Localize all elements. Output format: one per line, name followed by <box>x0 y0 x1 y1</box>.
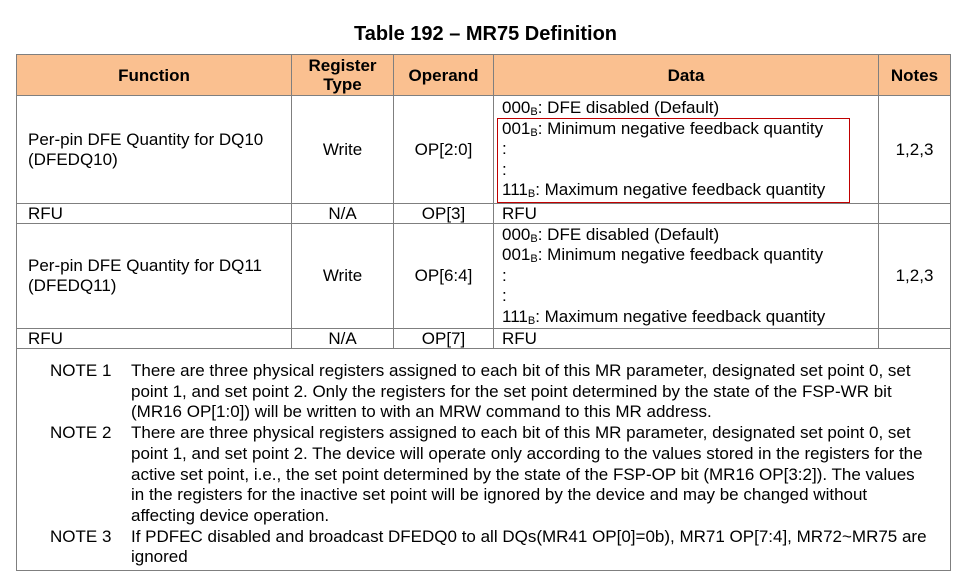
operand-cell: OP[7] <box>394 329 494 349</box>
note-3 <box>17 527 950 568</box>
notes-cell: 1,2,3 <box>879 224 951 329</box>
register-type-cell: Write <box>292 96 394 204</box>
highlight-box <box>497 118 850 203</box>
note-label: NOTE 2 <box>50 423 112 443</box>
notes-cell <box>879 329 951 349</box>
data-cell <box>494 224 879 329</box>
table-row <box>17 224 951 329</box>
data-line: $000_B$: DFE disabled (Default) <box>502 98 720 119</box>
data-cell: RFU <box>494 329 879 349</box>
table-title: Table 192 – MR75 Definition <box>353 23 618 45</box>
note-label: NOTE 3 <box>50 526 112 546</box>
function-cell: RFU <box>17 204 292 224</box>
table-notes <box>17 349 951 571</box>
header-function: Function <box>17 55 292 96</box>
note-label: NOTE 1 <box>50 361 112 380</box>
header-row <box>17 55 951 96</box>
data-cell: RFU <box>494 204 879 224</box>
notes-row <box>17 349 951 571</box>
operand-cell: OP[2:0] <box>394 96 494 204</box>
data-line: $111_B$: Maximum negative feedback quantity <box>502 180 826 201</box>
table-row <box>17 329 951 349</box>
notes-cell <box>879 204 951 224</box>
function-cell: RFU <box>17 329 292 349</box>
register-type-cell: N/A <box>292 204 394 224</box>
data-line: : <box>502 286 507 306</box>
register-type-cell: Write <box>292 224 394 329</box>
operand-cell: OP[3] <box>394 204 494 224</box>
data-line: : <box>502 139 507 159</box>
notes-cell: 1,2,3 <box>879 96 951 204</box>
header-register-type: Register Type <box>292 55 394 96</box>
header-data: Data <box>494 55 879 96</box>
note-2 <box>17 423 950 527</box>
data-line: $001_B$: Minimum negative feedback quantity <box>502 245 824 266</box>
note-text: If PDFEC disabled and broadcast DFEDQ0 to all DQs(MR41 OP[0]=0b), MR71 OP[7:4], MR72~MR75 are ignored <box>131 526 927 567</box>
table-row <box>17 204 951 224</box>
header-notes: Notes <box>879 55 951 96</box>
data-line: : <box>502 265 507 285</box>
data-line: $001_B$: Minimum negative feedback quantity <box>502 118 824 139</box>
function-cell: Per-pin DFE Quantity for DQ10 (DFEDQ10) <box>17 96 292 204</box>
data-line: $111_B$: Maximum negative feedback quantity <box>502 306 826 327</box>
data-line: $000_B$: DFE disabled (Default) <box>502 224 720 245</box>
note-text: There are three physical registers assigned to each bit of this MR parameter, designated set point 0, set point 1, and set point 2. The device will operate only according to the values stored in the registers for the active set point, i.e., the set point determined by the state of the FSP-OP bit (MR16 OP[3:2]). The values in the registers for the inactive set point will be ignored by the device and may be changed without affecting device operation. <box>131 423 923 525</box>
note-1 <box>17 361 950 423</box>
header-operand: Operand <box>394 55 494 96</box>
register-type-cell: N/A <box>292 329 394 349</box>
function-cell: Per-pin DFE Quantity for DQ11 (DFEDQ11) <box>17 224 292 329</box>
data-line: : <box>502 159 507 179</box>
note-text: There are three physical registers assigned to each bit of this MR parameter, designated set point 0, set point 1, and set point 2. Only the registers for the set point determined by the state of the FSP-WR bit (MR16 OP[1:0]) will be written to with an MRW command to this MR address. <box>131 361 911 422</box>
operand-cell: OP[6:4] <box>394 224 494 329</box>
